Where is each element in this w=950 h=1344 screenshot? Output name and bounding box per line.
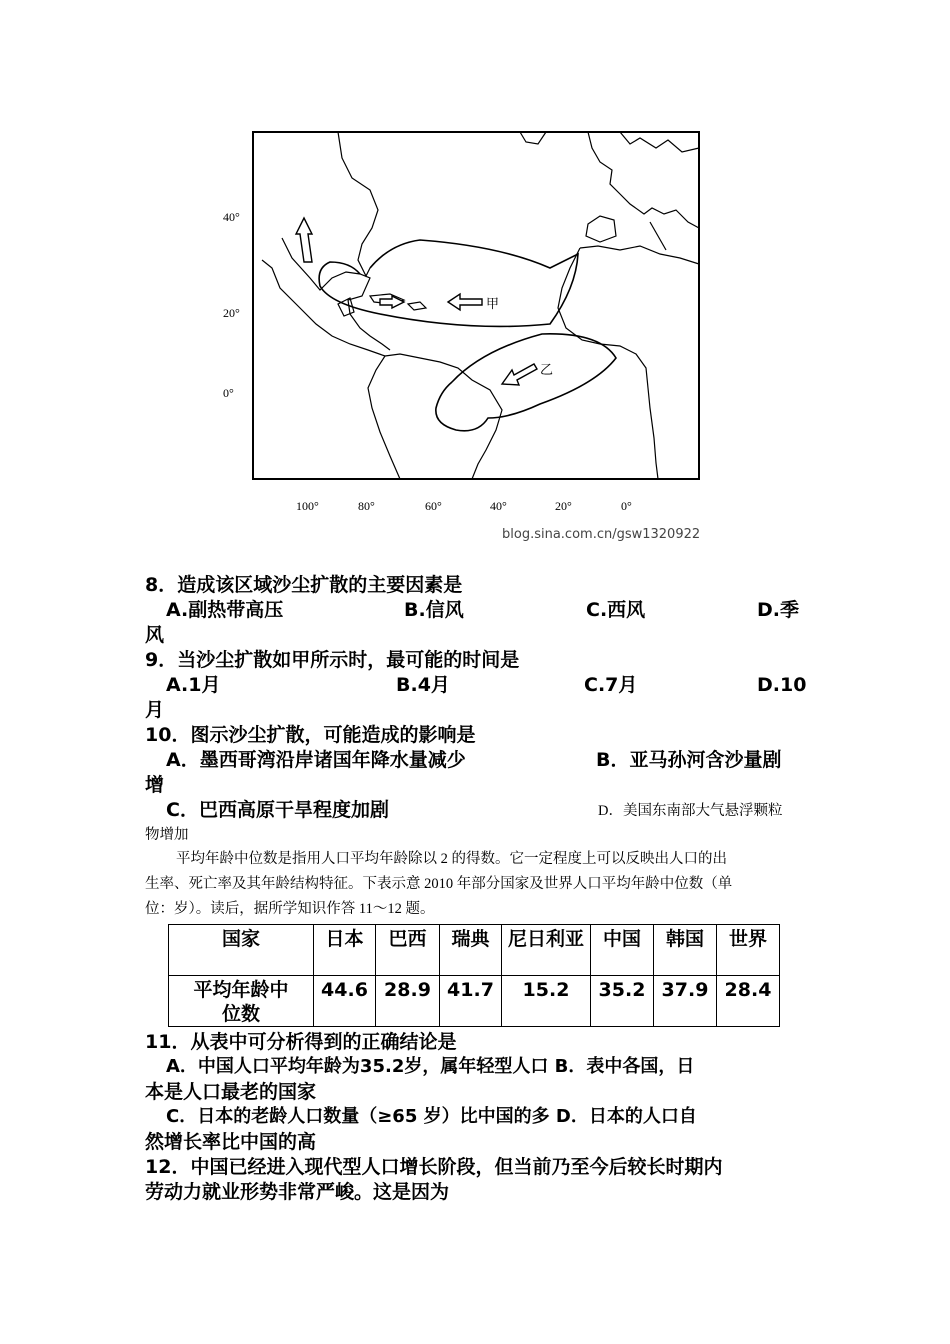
table-value: 35.2	[591, 976, 654, 1027]
table-country: 世界	[717, 925, 780, 976]
table-country: 巴西	[376, 925, 440, 976]
lat-label-40: 40°	[223, 210, 240, 224]
median-age-table	[168, 924, 780, 1027]
q8-option-d: D.季	[757, 599, 799, 621]
passage-line-2: 生率、死亡率及其年龄结构特征。下表示意 2010 年部分国家及世界人口平均年龄中位数（单	[145, 876, 733, 892]
lat-label-0: 0°	[223, 386, 234, 400]
table-value: 37.9	[654, 976, 717, 1027]
table-value: 28.9	[376, 976, 440, 1027]
table-country: 日本	[314, 925, 376, 976]
lon-label-80: 80°	[358, 499, 375, 513]
q8-option-d-wrap: 风	[145, 624, 165, 646]
table-value: 44.6	[314, 976, 376, 1027]
q9-option-b: B.4月	[396, 674, 450, 696]
q8-option-b: B.信风	[404, 599, 464, 621]
table-value: 41.7	[440, 976, 502, 1027]
q12-line-2: 劳动力就业形势非常严峻。这是因为	[145, 1181, 450, 1203]
q11-line-1: A．中国人口平均年龄为35.2岁，属年轻型人口 B．表中各国，日	[166, 1056, 695, 1077]
passage-line-3: 位：岁）。读后，据所学知识作答 11～12 题。	[145, 901, 435, 917]
q10-option-c: C．巴西高原干旱程度加剧	[166, 799, 389, 821]
lon-label-0: 0°	[621, 499, 632, 513]
watermark: blog.sina.com.cn/gsw1320922	[502, 527, 701, 542]
table-row-label	[169, 976, 314, 1027]
q12-line-1: 12．中国已经进入现代型人口增长阶段，但当前乃至今后较长时期内	[145, 1156, 723, 1178]
table-value-row	[169, 976, 780, 1027]
q10-option-b-wrap: 增	[145, 774, 165, 796]
q11-line-2: 本是人口最老的国家	[145, 1081, 317, 1103]
passage-line-1: 平均年龄中位数是指用人口平均年龄除以 2 的得数。它一定程度上可以反映出人口的出	[176, 851, 727, 867]
table-value: 28.4	[717, 976, 780, 1027]
q9-option-a: A.1月	[166, 674, 221, 696]
q11-stem: 11．从表中可分析得到的正确结论是	[145, 1031, 457, 1053]
label-yi: 乙	[540, 363, 554, 378]
table-country: 尼日利亚	[502, 925, 591, 976]
q11-line-3: C．日本的老龄人口数量（≥65 岁）比中国的多 D．日本的人口自	[166, 1106, 697, 1127]
q8-option-a: A.副热带高压	[166, 599, 284, 621]
table-header-label: 国家	[169, 925, 314, 976]
q9-stem: 9．当沙尘扩散如甲所示时，最可能的时间是	[145, 649, 520, 671]
q10-option-a: A．墨西哥湾沿岸诸国年降水量减少	[166, 749, 466, 771]
q10-stem: 10．图示沙尘扩散，可能造成的影响是	[145, 724, 476, 746]
table-row-label-line-1: 平均年龄中	[193, 979, 289, 1001]
q10-option-d: D．美国东南部大气悬浮颗粒	[598, 803, 783, 819]
q10-option-b: B．亚马孙河含沙量剧	[596, 749, 782, 771]
q9-option-d-wrap: 月	[145, 699, 165, 721]
lon-label-60: 60°	[425, 499, 442, 513]
lon-label-100: 100°	[296, 499, 319, 513]
q8-option-c: C.西风	[586, 599, 646, 621]
table-row-label-line-2: 位数	[221, 1003, 260, 1025]
q10-option-d-wrap: 物增加	[145, 827, 189, 843]
lat-label-20: 20°	[223, 306, 240, 320]
table-country: 中国	[591, 925, 654, 976]
table-country: 瑞典	[440, 925, 502, 976]
table-country: 韩国	[654, 925, 717, 976]
table-header-row	[169, 925, 780, 976]
q9-option-d: D.10	[757, 674, 807, 696]
table-value: 15.2	[502, 976, 591, 1027]
lon-label-20: 20°	[555, 499, 572, 513]
dust-map	[220, 118, 720, 548]
q11-line-4: 然增长率比中国的高	[145, 1131, 317, 1153]
q8-stem: 8．造成该区域沙尘扩散的主要因素是	[145, 574, 463, 596]
label-jia: 甲	[486, 297, 500, 312]
lon-label-40: 40°	[490, 499, 507, 513]
q9-option-c: C.7月	[584, 674, 638, 696]
